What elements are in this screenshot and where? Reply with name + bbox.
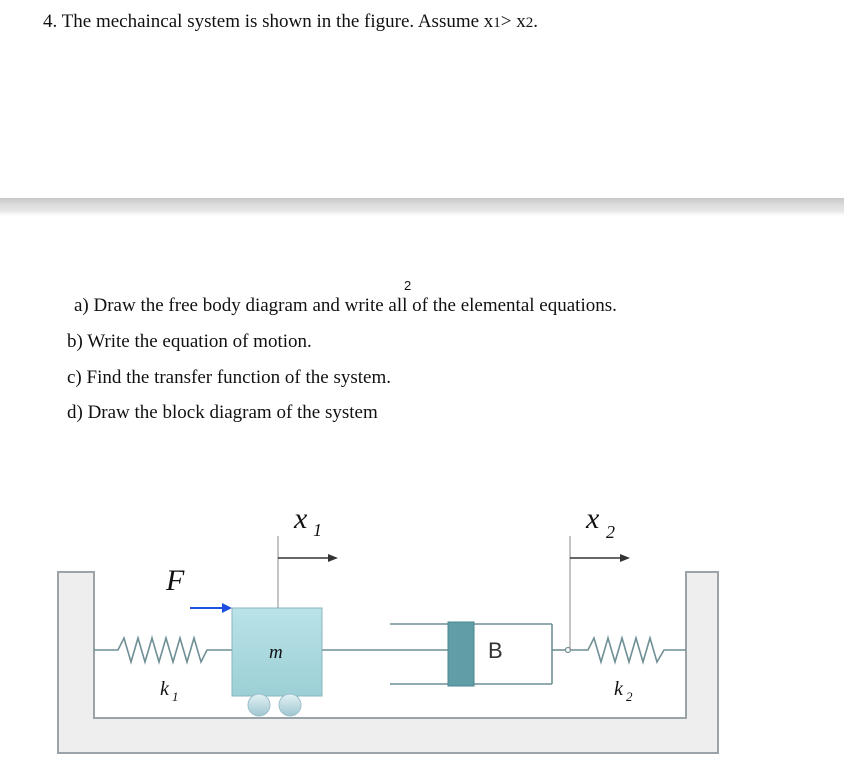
force-arrow-head: [222, 603, 232, 613]
k1-subscript: 1: [172, 689, 179, 704]
mass-label: m: [269, 642, 283, 663]
x1-arrow-head: [328, 554, 338, 562]
k2-label: k: [614, 678, 623, 700]
x1-label: x: [294, 502, 308, 535]
k2-subscript: 2: [626, 689, 633, 704]
x2-label: x: [586, 502, 600, 535]
damper-label: B: [488, 638, 503, 663]
mechanical-system-figure: [0, 480, 844, 777]
page-number: 2: [404, 278, 412, 293]
problem-title: 4. The mechaincal system is shown in the figure. Assume x1> x2.: [43, 11, 539, 32]
k1-label: k: [160, 678, 169, 700]
ground-frame: [58, 572, 718, 753]
page-divider: [0, 198, 844, 216]
spring-k2: [570, 638, 686, 662]
force-label: F: [166, 564, 185, 597]
x2-arrow-head: [620, 554, 630, 562]
wheel-left: [248, 694, 270, 716]
spring-k1: [94, 638, 232, 662]
wheel-right: [279, 694, 301, 716]
x2-subscript: 2: [606, 522, 615, 542]
x1-subscript: 1: [313, 520, 322, 540]
question-b: b) Write the equation of motion.: [67, 331, 312, 352]
damper-piston: [448, 622, 474, 686]
question-c: c) Find the transfer function of the system.: [67, 367, 391, 388]
question-d: d) Draw the block diagram of the system: [67, 402, 378, 423]
question-a: a) Draw the free body diagram and write all of the elemental equations.: [74, 295, 617, 316]
